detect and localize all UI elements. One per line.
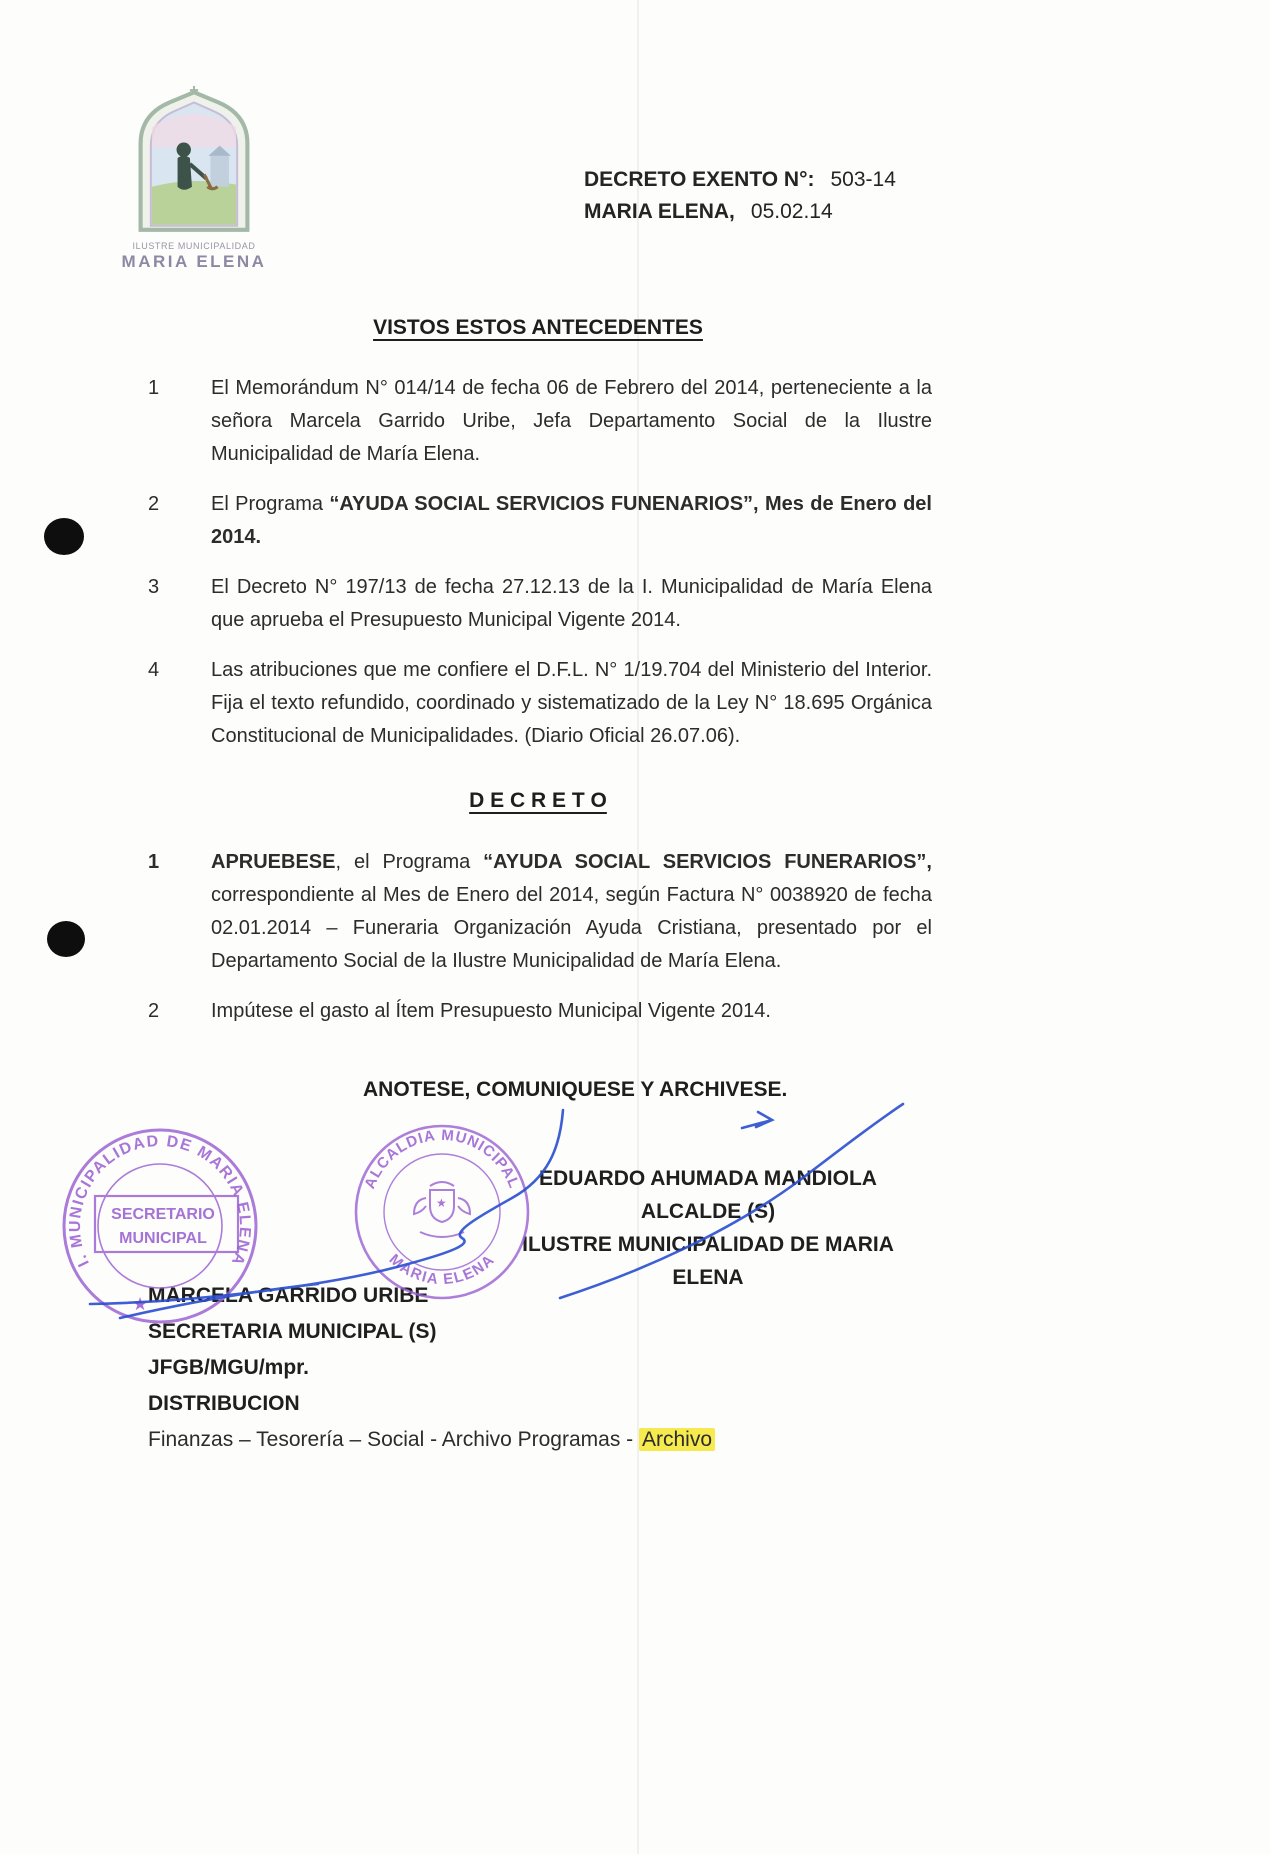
archivo-highlight: Archivo [639, 1428, 715, 1451]
secretary-block [148, 1278, 715, 1458]
logo-caption-large: MARIA ELENA [121, 252, 267, 271]
mayor-organization: ILUSTRE MUNICIPALIDAD DE MARIA ELENA [522, 1233, 894, 1289]
text-segment: Las atribuciones que me confiere el D.F.L. N° 1/19.704 del Ministerio del Interior. Fija el texto refundido, coordinado y sistematizado de la Ley N° 18.695 Orgánica Constitucional de Municipalidades. (Diario Oficial 26.07.06). [211, 659, 932, 747]
item-text [211, 488, 932, 554]
list-item [148, 846, 932, 978]
secretary-stamp-line1: SECRETARIO [111, 1206, 215, 1223]
secretary-title: SECRETARIA MUNICIPAL (S) [148, 1320, 437, 1343]
item-number: 1 [148, 851, 160, 873]
alcaldia-stamp-bottom-text: MARIA ELENA [385, 1250, 499, 1289]
item-number: 1 [148, 377, 160, 399]
list-item [148, 488, 932, 554]
hole-punch-bottom [47, 921, 85, 957]
list-item [148, 571, 932, 637]
secretary-stamp-star-icon: ★ [132, 1294, 149, 1314]
item-number: 2 [148, 493, 160, 515]
decreto-title: D E C R E T O [469, 789, 607, 812]
municipal-logo [116, 84, 272, 272]
item-number: 3 [148, 576, 160, 598]
text-segment: “AYUDA SOCIAL SERVICIOS FUNERARIOS”, [483, 851, 932, 873]
text-segment: , el Programa [335, 851, 484, 873]
mayor-title: ALCALDE (S) [640, 1200, 776, 1223]
alcaldia-stamp-coat-of-arms-icon [414, 1182, 470, 1237]
decree-label: DECRETO EXENTO N°: [584, 168, 815, 191]
secretary-name: MARCELA GARRIDO URIBE [148, 1284, 429, 1307]
distribution-text: Finanzas – Tesorería – Social - Archivo Programas - [148, 1428, 639, 1451]
list-item [148, 995, 932, 1028]
decree-date: 05.02.14 [750, 199, 833, 223]
mayor-signature-block [492, 1162, 924, 1294]
item-text [211, 372, 932, 471]
alcaldia-stamp-star-icon: ★ [436, 1196, 447, 1210]
list-item [148, 654, 932, 753]
logo-caption-small: ILUSTRE MUNICIPALIDAD [132, 241, 256, 251]
hole-punch-top [44, 518, 84, 555]
municipal-emblem-icon [128, 84, 260, 236]
decree-city: MARIA ELENA, [584, 199, 735, 223]
decree-header [584, 164, 896, 227]
text-segment: “AYUDA SOCIAL SERVICIOS FUNENARIOS”, Mes de Enero del 2014. [211, 493, 932, 548]
item-text [211, 571, 932, 637]
list-item [148, 372, 932, 471]
decree-number: 503-14 [830, 168, 896, 191]
initials-line: JFGB/MGU/mpr. [148, 1356, 310, 1379]
secretary-stamp-ring-text: I. MUNICIPALIDAD DE MARIA ELENA [66, 1132, 254, 1270]
decree-number-line [584, 164, 896, 196]
item-text [211, 846, 932, 978]
item-text [211, 995, 932, 1028]
text-segment: El Memorándum N° 014/14 de fecha 06 de Febrero del 2014, perteneciente a la señora Marcela Garrido Uribe, Jefa Departamento Social de la Ilustre Municipalidad de María Elena. [211, 377, 932, 465]
text-segment: El Programa [211, 493, 330, 515]
item-number: 4 [148, 659, 160, 681]
secretary-stamp-line2: MUNICIPAL [119, 1230, 207, 1247]
closing-line: ANOTESE, COMUNIQUESE Y ARCHIVESE. [363, 1078, 788, 1101]
vistos-title: VISTOS ESTOS ANTECEDENTES [373, 316, 703, 339]
vistos-list [148, 372, 932, 770]
mayor-signature-tick [742, 1112, 772, 1128]
text-segment: El Decreto N° 197/13 de fecha 27.12.13 de la I. Municipalidad de María Elena que aprueba el Presupuesto Municipal Vigente 2014. [211, 576, 932, 631]
item-text [211, 654, 932, 753]
item-number: 2 [148, 1000, 160, 1022]
decree-date-line [584, 196, 896, 228]
distribution-label: DISTRIBUCION [148, 1392, 300, 1415]
alcaldia-stamp-top-text: ALCALDIA MUNICIPAL [361, 1126, 523, 1192]
text-segment: correspondiente al Mes de Enero del 2014, según Factura N° 0038920 de fecha 02.01.2014 – Funeraria Organización Ayuda Cristiana, presentado por el Departamento Social de la Ilustre Municipalidad de María Elena. [211, 884, 932, 972]
mayor-name: EDUARDO AHUMADA MANDIOLA [539, 1167, 877, 1190]
decreto-list [148, 846, 932, 1045]
distribution-line [148, 1422, 715, 1458]
text-segment: APRUEBESE [211, 851, 336, 873]
text-segment: Impútese el gasto al Ítem Presupuesto Municipal Vigente 2014. [211, 1000, 771, 1022]
